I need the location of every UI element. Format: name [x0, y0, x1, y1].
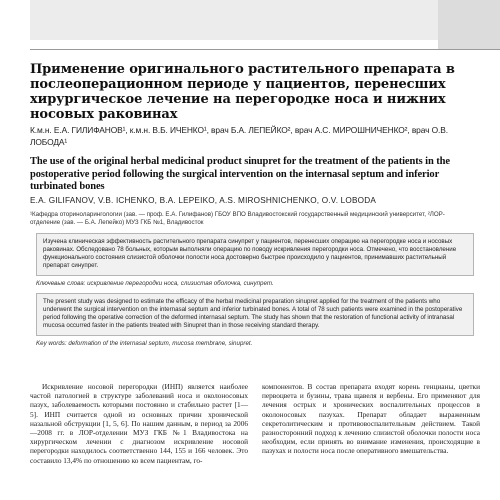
body-paragraph-right: компонентов. В состав препарата входят корень генцианы, цветки первоцвета и бузины, трава щавеля и вербены. Его применяют для лечения острых и хронических воспалительных процессов в околоносовых пазухах. Препарат обладает выраженным секретолитическим и противовоспалительным действием. Такой разносторонний подход к лечению слизистой оболочки полости носа необходим, если принять во внимание изменения, происходящие в пазухах и полости носа после оперативного вмешательства.	[262, 382, 480, 456]
abstract-en-box	[36, 293, 474, 336]
header-rule	[30, 49, 500, 50]
article-header	[30, 62, 480, 348]
authors-en: E.A. GILIFANOV, V.B. ICHENKO, B.A. LEPEIKO, A.S. MIROSHNICHENKO, O.V. LOBODA	[30, 195, 376, 205]
title-ru: Применение оригинального растительного препарата в послеоперационном периоде у пациентов, перенесших хирургическое лечение на перегородке носа и нижних носовых раковинах	[30, 62, 455, 122]
abstract-ru-text: Изучена клиническая эффективность растительного препарата синупрет у пациентов, перенесших операцию на перегородке носа и носовых раковинах. Обследовано 78 больных, которым выполняли операцию по поводу искривления перегородки носа. Отмечено, что восстановление функционального состояния слизистой оболочки полости носа достоверно быстрее происходило у пациентов, принимавших растительный препарат синупрет.	[43, 238, 457, 270]
body-columns	[30, 382, 480, 465]
keywords-ru: Ключевые слова: искривление перегородки носа, слизистая оболочка, синупрет.	[36, 280, 274, 288]
title-en: The use of the original herbal medicinal product sinupret for the treatment of the patients in the postoperative period following the surgical intervention on the internasal septum and inferior turbinated bones	[30, 156, 450, 192]
body-column-left	[30, 382, 248, 465]
affiliation: ¹Кафедра оториноларингологии (зав. — проф. Е.А. Гилифанов) ГБОУ ВПО Владивостокский государственный медицинский университет, ²ЛОР-отделение (зав. — Б.А. Лепейко) МУЗ ГКБ №1, Владивосток	[30, 210, 445, 226]
keywords-en: Key words: deformation of the internasal septum, mucosa membrane, sinupret.	[36, 340, 253, 348]
authors-ru: К.м.н. Е.А. ГИЛИФАНОВ¹, к.м.н. В.Б. ИЧЕНКО¹, врач Б.А. ЛЕПЕЙКО², врач А.С. МИРОШНИЧЕНКО², врач О.В. ЛОБОДА¹	[30, 125, 448, 147]
body-paragraph-left: Искривление носовой перегородки (ИНП) является наиболее частой патологией в структуре заболеваний носа и околоносовых пазух, заболеваемость которыми постоянно и стабильно растет [1—5]. ИНП считается одной из основных причин хронической назальной обструкции [1, 5, 6]. По нашим данным, в период за 2006—2008 гг. в ЛОР-отделении МУЗ ГКБ №1 Владивостока на хирургическом лечении с диагнозом искривление носовой перегородки находилось соответственно 144, 155 и 166 человек. Это составило 13,4% по отношению ко всем пациентам, го-	[30, 382, 248, 465]
abstract-en-text: The present study was designed to estimate the efficacy of the herbal medicinal preparation sinupret applied for the treatment of the patients who underwent the surgical intervention on the internasal septum and inferior turbinated bones. A total of 78 such patients were examined in the postoperative period following the operative correction of the deformed internasal septum. The study has shown that the restoration of functional activity of intranasal mucosa occurred faster in the patients treated with Sinupret than in those receiving standard therapy.	[43, 298, 463, 330]
header-band	[30, 0, 500, 40]
abstract-ru-box	[36, 233, 474, 276]
header-corner-block	[438, 0, 500, 50]
body-column-right	[262, 382, 480, 465]
